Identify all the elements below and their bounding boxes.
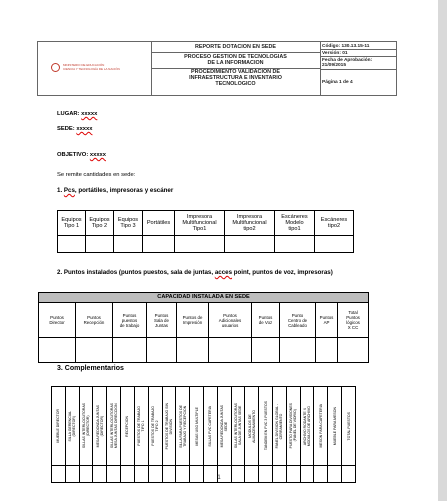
header-divider [151, 68, 320, 69]
capacity-header-10: Total Puntos lógicos X CC [338, 303, 369, 338]
complementary-header-10: SILLA PARA PUESTOS DE TRABAJO Y RECEPCION [176, 387, 190, 466]
report-title: REPORTE DOTACION EN SEDE [194, 44, 277, 50]
capacity-cell-3[interactable] [113, 338, 147, 363]
complementary-header-15: MODULOS DE ALMACENAMIENTO [245, 387, 259, 466]
complementary-table [51, 386, 356, 483]
installed-capacity-table [38, 292, 369, 363]
ministry-logo-text: MINISTERIO DE EDUCACIÓN CIENCIA Y TECNOLOGÍA DE LA NACIÓN [63, 63, 120, 71]
complementary-header-1: MUEBLE DIRECTOR [52, 387, 66, 466]
equipment-header-6: Impresora Multifuncional tipo2 [225, 211, 275, 236]
approval-date: 21/09/2015 [322, 63, 347, 68]
header-divider [320, 49, 396, 50]
capacity-header-7: Puntos de Voz [252, 303, 280, 338]
objetivo-value[interactable]: xxxxx [89, 152, 106, 158]
document-code: Código: 130.13.15-11 [322, 44, 370, 49]
complementary-header-19: ARCHIVO RODANTE X MODULOS DE ARCHIVO [300, 387, 314, 466]
equipment-cell-5[interactable] [175, 236, 225, 253]
lugar-value[interactable]: xxxxx [81, 111, 98, 117]
equipment-header-5: Impresora Multifuncional Tipo1 [175, 211, 225, 236]
complementary-header-22: TOTAL PUESTOS [342, 387, 356, 466]
equipment-header-3: Equipos Tipo 3 [114, 211, 143, 236]
equipment-cell-3[interactable] [114, 236, 143, 253]
complementary-header-18: PUESTO PARA DIVISIONES (PANEL DE VIDRIO) [286, 387, 300, 466]
procedure-line-1: PROCEDIMIENTO VALIDACION DE [190, 69, 281, 75]
procedure-line-2: INFRAESTRUCTURA E INVENTARIO [189, 75, 282, 81]
complementary-header-4: MESA REDONDA JUNTAS (DIRECTOR) [93, 387, 107, 466]
section-3-title: 3. Complementarios [57, 365, 124, 372]
capacity-header-2: Puntos Recepción [76, 303, 113, 338]
page-of-label: Página 1 de 4 [322, 80, 353, 85]
capacity-cell-1[interactable] [39, 338, 76, 363]
header-divider [151, 52, 320, 53]
process-line-2: DE LA INFORMACION [207, 60, 264, 66]
capacity-header-1: Puntos Director [39, 303, 76, 338]
objetivo-field: OBJETIVO: xxxxx [57, 152, 106, 158]
complementary-table-header [52, 387, 356, 466]
capacity-cell-9[interactable] [316, 338, 338, 363]
capacity-header-3: Puntos puestos de trabajo [113, 303, 147, 338]
procedure-line-3: TECNOLOGICO [215, 81, 256, 87]
capacity-table-header [39, 303, 369, 338]
lugar-field: LUGAR: xxxxx [57, 111, 98, 117]
capacity-cell-6[interactable] [209, 338, 252, 363]
complementary-header-12: SILLAS PVC CAFETERIA [203, 387, 217, 466]
complementary-header-21: MUEBLE PARA MESON [328, 387, 342, 466]
equipment-cell-2[interactable] [86, 236, 114, 253]
document-header-table [37, 41, 397, 96]
equipment-table-row [58, 236, 354, 253]
equipment-header-4: Portátiles [143, 211, 175, 236]
section-2-title: 2. Puntos instalados (puntos puestos, sala de juntas, acces point, puntos de voz, impresoras) [57, 269, 333, 276]
equipment-cell-1[interactable] [58, 236, 86, 253]
complementary-header-14: SILLAS INTERLOCUTORAS SALA DE JUNTAS SEDE [231, 387, 245, 466]
capacity-header-9: Puntos AP [316, 303, 338, 338]
capacity-table-row [39, 338, 369, 363]
section-1-title: 1. Pcs, portátiles, impresoras y escáner [57, 187, 174, 194]
complementary-header-20: MESON PARA CAFETERIA [314, 387, 328, 466]
coat-of-arms-icon [51, 63, 60, 72]
complementary-header-8: PUESTOS DE TRABAJO TIPO 2 [148, 387, 162, 466]
capacity-cell-8[interactable] [280, 338, 316, 363]
equipment-header-2: Equipos Tipo 2 [86, 211, 114, 236]
complementary-header-7: PUESTOS DE TRABAJO TIPO 1 [134, 387, 148, 466]
header-divider [320, 69, 396, 70]
capacity-header-5: Puntos de Impresión [177, 303, 209, 338]
equipment-header-7: Escáneres Modelo tipo1 [275, 211, 315, 236]
capacity-header-4: Puntos Sala de Juntas [147, 303, 177, 338]
capacity-cell-10[interactable] [338, 338, 369, 363]
capacity-cell-7[interactable] [252, 338, 280, 363]
equipment-header-1: Equipos Tipo 1 [58, 211, 86, 236]
capacity-table-title: CAPACIDAD INSTALADA EN SEDE [39, 293, 369, 303]
complementary-header-11: MESAS USO MULTIPLE [190, 387, 204, 466]
sede-value[interactable]: xxxxx [76, 126, 93, 132]
capacity-header-8: Punto Centro de Cableado [280, 303, 316, 338]
page-number: 1 [217, 475, 221, 481]
sede-field: SEDE: xxxxx [57, 126, 93, 132]
header-divider [320, 56, 396, 57]
document-version: Versión: 01 [322, 51, 348, 56]
complementary-header-3: SILLAS INTERLOCUTORAS (DIRECTOR) [79, 387, 93, 466]
equipment-cell-7[interactable] [275, 236, 315, 253]
equipment-cell-4[interactable] [143, 236, 175, 253]
complementary-header-16: TANDEM EN PVC 3 PUESTOS [259, 387, 273, 466]
capacity-cell-5[interactable] [177, 338, 209, 363]
capacity-cell-4[interactable] [147, 338, 177, 363]
logo-cell [38, 42, 152, 95]
capacity-header-6: Puntos Adicionales usuarios [209, 303, 252, 338]
complementary-header-2: SILLA GERENCIAL (DIRECTOR) [65, 387, 79, 466]
complementary-header-9: PUESTOS DE TRABAJO SIN DIVISIÓN [162, 387, 176, 466]
complementary-header-17: PANEL DIVISION GLOBAL - CERRAMIENTO [273, 387, 287, 466]
document-margin [438, 0, 447, 501]
intro-text: Se remite cantidades en sede: [57, 172, 136, 178]
complementary-header-5: SILLAS INTERLOCUTORAS MESA JUNTAS DIRECCION [107, 387, 121, 466]
equipment-table [57, 210, 354, 253]
process-line-1: PROCESO GESTION DE TECNOLOGIAS [184, 54, 287, 60]
equipment-table-header [58, 211, 354, 236]
complementary-header-6: RECEPCION [121, 387, 135, 466]
equipment-header-8: Escáneres tipo2 [315, 211, 354, 236]
complementary-header-13: MESA REDONDA JUNTAS SEDE [217, 387, 231, 466]
approval-label: Fecha de Aprobación: [322, 58, 373, 63]
equipment-cell-6[interactable] [225, 236, 275, 253]
capacity-cell-2[interactable] [76, 338, 113, 363]
equipment-cell-8[interactable] [315, 236, 354, 253]
